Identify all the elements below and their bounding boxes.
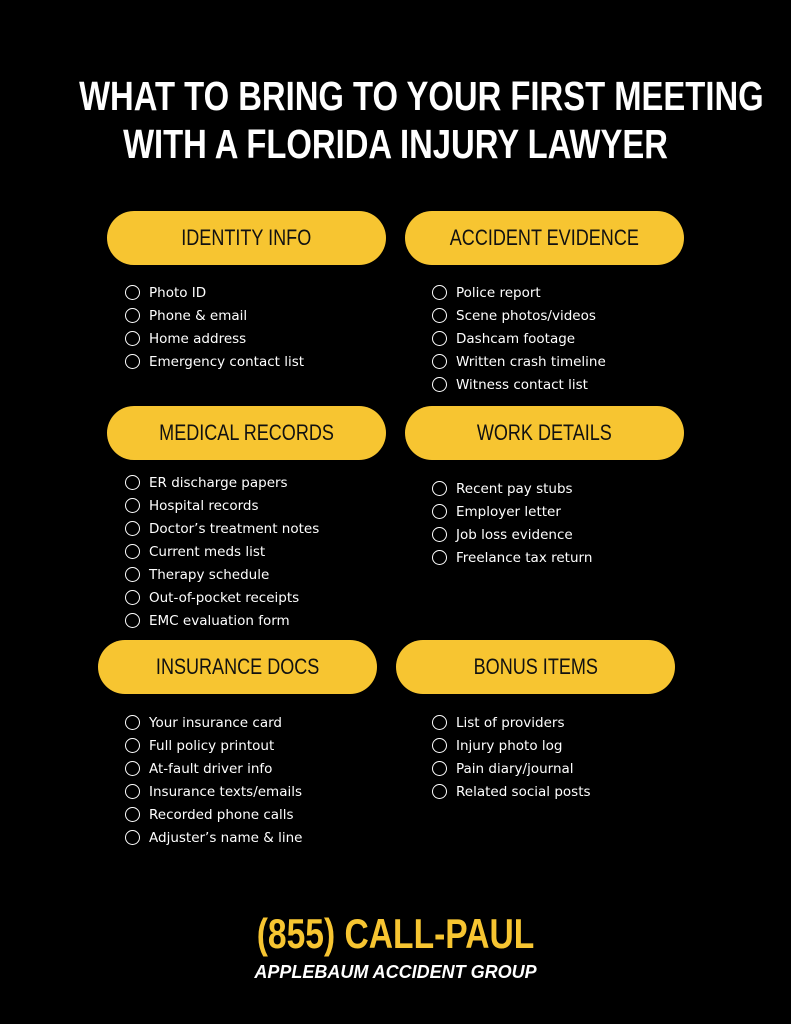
checklist-item-label: Dashcam footage <box>456 330 576 347</box>
checklist-item-label: At-fault driver info <box>149 760 273 777</box>
checklist-item-label: Freelance tax return <box>456 549 593 566</box>
checklist-item-label: Scene photos/videos <box>456 307 596 324</box>
checklist-item-label: Related social posts <box>456 783 591 800</box>
checklist-item <box>125 471 319 494</box>
checklist-item <box>125 734 302 757</box>
footer-brand-name: APPLEBAUM ACCIDENT GROUP <box>254 962 537 982</box>
title-line-1: WHAT TO BRING TO YOUR FIRST MEETING <box>79 73 764 119</box>
checklist-item-label: Pain diary/journal <box>456 760 574 777</box>
checkbox-circle-icon <box>432 354 447 369</box>
checkbox-circle-icon <box>125 285 140 300</box>
checkbox-circle-icon <box>125 567 140 582</box>
checkbox-circle-icon <box>125 807 140 822</box>
page-title <box>79 72 764 168</box>
checklist-item-label: Current meds list <box>149 543 266 560</box>
checklist-item <box>432 327 606 350</box>
checkbox-circle-icon <box>432 738 447 753</box>
checklist-item-label: Out-of-pocket receipts <box>149 589 300 606</box>
checkbox-circle-icon <box>432 377 447 392</box>
checkbox-circle-icon <box>432 481 447 496</box>
checklist-item <box>125 711 302 734</box>
section-heading-work-details <box>405 406 684 460</box>
checkbox-circle-icon <box>125 544 140 559</box>
section-heading-label: WORK DETAILS <box>477 420 612 445</box>
checklist-item <box>432 304 606 327</box>
checklist-item <box>432 477 592 500</box>
checkbox-circle-icon <box>432 761 447 776</box>
checklist-work-details <box>432 477 592 569</box>
checklist-item-label: Full policy printout <box>149 737 275 754</box>
checklist-item-label: Written crash timeline <box>456 353 606 370</box>
checkbox-circle-icon <box>432 308 447 323</box>
section-heading-medical-records <box>107 406 386 460</box>
checklist-item-label: Police report <box>456 284 541 301</box>
checklist-item <box>432 281 606 304</box>
checklist-item <box>432 523 592 546</box>
checklist-item <box>125 586 319 609</box>
checkbox-circle-icon <box>125 761 140 776</box>
checklist-item <box>125 350 304 373</box>
checklist-item-label: Employer letter <box>456 503 561 520</box>
checklist-insurance-docs <box>125 711 302 849</box>
checklist-item-label: Recorded phone calls <box>149 806 294 823</box>
checklist-item <box>125 281 304 304</box>
checklist-item-label: Therapy schedule <box>149 566 270 583</box>
checklist-item <box>432 780 591 803</box>
title-line-2: WITH A FLORIDA INJURY LAWYER <box>123 121 668 167</box>
section-heading-bonus-items <box>396 640 675 694</box>
checklist-item <box>125 780 302 803</box>
checklist-item <box>125 304 304 327</box>
checklist-item <box>125 327 304 350</box>
checkbox-circle-icon <box>125 590 140 605</box>
checklist-item <box>125 826 302 849</box>
checklist-item-label: List of providers <box>456 714 565 731</box>
checklist-item <box>125 757 302 780</box>
checklist-item-label: Hospital records <box>149 497 259 514</box>
checkbox-circle-icon <box>125 498 140 513</box>
section-heading-label: BONUS ITEMS <box>473 654 598 679</box>
section-heading-insurance-docs <box>98 640 377 694</box>
checklist-item <box>432 373 606 396</box>
checkbox-circle-icon <box>125 331 140 346</box>
checklist-item-label: Doctor’s treatment notes <box>149 520 320 537</box>
checklist-accident-evidence <box>432 281 606 396</box>
checklist-item-label: ER discharge papers <box>149 474 288 491</box>
checkbox-circle-icon <box>432 550 447 565</box>
checkbox-circle-icon <box>432 285 447 300</box>
checklist-item-label: Job loss evidence <box>456 526 573 543</box>
checklist-item <box>432 500 592 523</box>
checkbox-circle-icon <box>125 521 140 536</box>
section-heading-label: ACCIDENT EVIDENCE <box>449 225 640 250</box>
section-heading-identity-info <box>107 211 386 265</box>
checklist-bonus-items <box>432 711 591 803</box>
checklist-item <box>432 546 592 569</box>
section-heading-accident-evidence <box>405 211 684 265</box>
checklist-item-label: Witness contact list <box>456 376 588 393</box>
checkbox-circle-icon <box>125 830 140 845</box>
checklist-item <box>432 711 591 734</box>
checklist-item-label: Phone & email <box>149 307 248 324</box>
checklist-item <box>432 734 591 757</box>
checkbox-circle-icon <box>125 475 140 490</box>
checklist-item-label: EMC evaluation form <box>149 612 290 629</box>
checkbox-circle-icon <box>125 738 140 753</box>
checkbox-circle-icon <box>432 331 447 346</box>
section-heading-label: MEDICAL RECORDS <box>159 420 334 445</box>
checkbox-circle-icon <box>432 504 447 519</box>
footer-phone-number: (855) CALL-PAUL <box>256 910 535 957</box>
checklist-item <box>432 757 591 780</box>
checklist-item-label: Home address <box>149 330 247 347</box>
checkbox-circle-icon <box>125 613 140 628</box>
checklist-item <box>125 517 319 540</box>
checklist-item-label: Recent pay stubs <box>456 480 573 497</box>
section-heading-label: IDENTITY INFO <box>181 225 312 250</box>
checkbox-circle-icon <box>125 308 140 323</box>
checklist-item-label: Insurance texts/emails <box>149 783 303 800</box>
checklist-item-label: Adjuster’s name & line <box>149 829 303 846</box>
checklist-item-label: Injury photo log <box>456 737 563 754</box>
section-heading-label: INSURANCE DOCS <box>155 654 320 679</box>
checklist-item-label: Your insurance card <box>149 714 282 731</box>
checkbox-circle-icon <box>432 715 447 730</box>
checklist-item <box>125 803 302 826</box>
checkbox-circle-icon <box>432 527 447 542</box>
checklist-item <box>125 494 319 517</box>
checklist-item-label: Photo ID <box>149 284 207 301</box>
checklist-item-label: Emergency contact list <box>149 353 305 370</box>
checklist-item <box>432 350 606 373</box>
checkbox-circle-icon <box>125 784 140 799</box>
checklist-medical-records <box>125 471 319 632</box>
checkbox-circle-icon <box>432 784 447 799</box>
checkbox-circle-icon <box>125 715 140 730</box>
checkbox-circle-icon <box>125 354 140 369</box>
checklist-item <box>125 563 319 586</box>
checklist-item <box>125 609 319 632</box>
checklist-identity-info <box>125 281 304 373</box>
checklist-item <box>125 540 319 563</box>
